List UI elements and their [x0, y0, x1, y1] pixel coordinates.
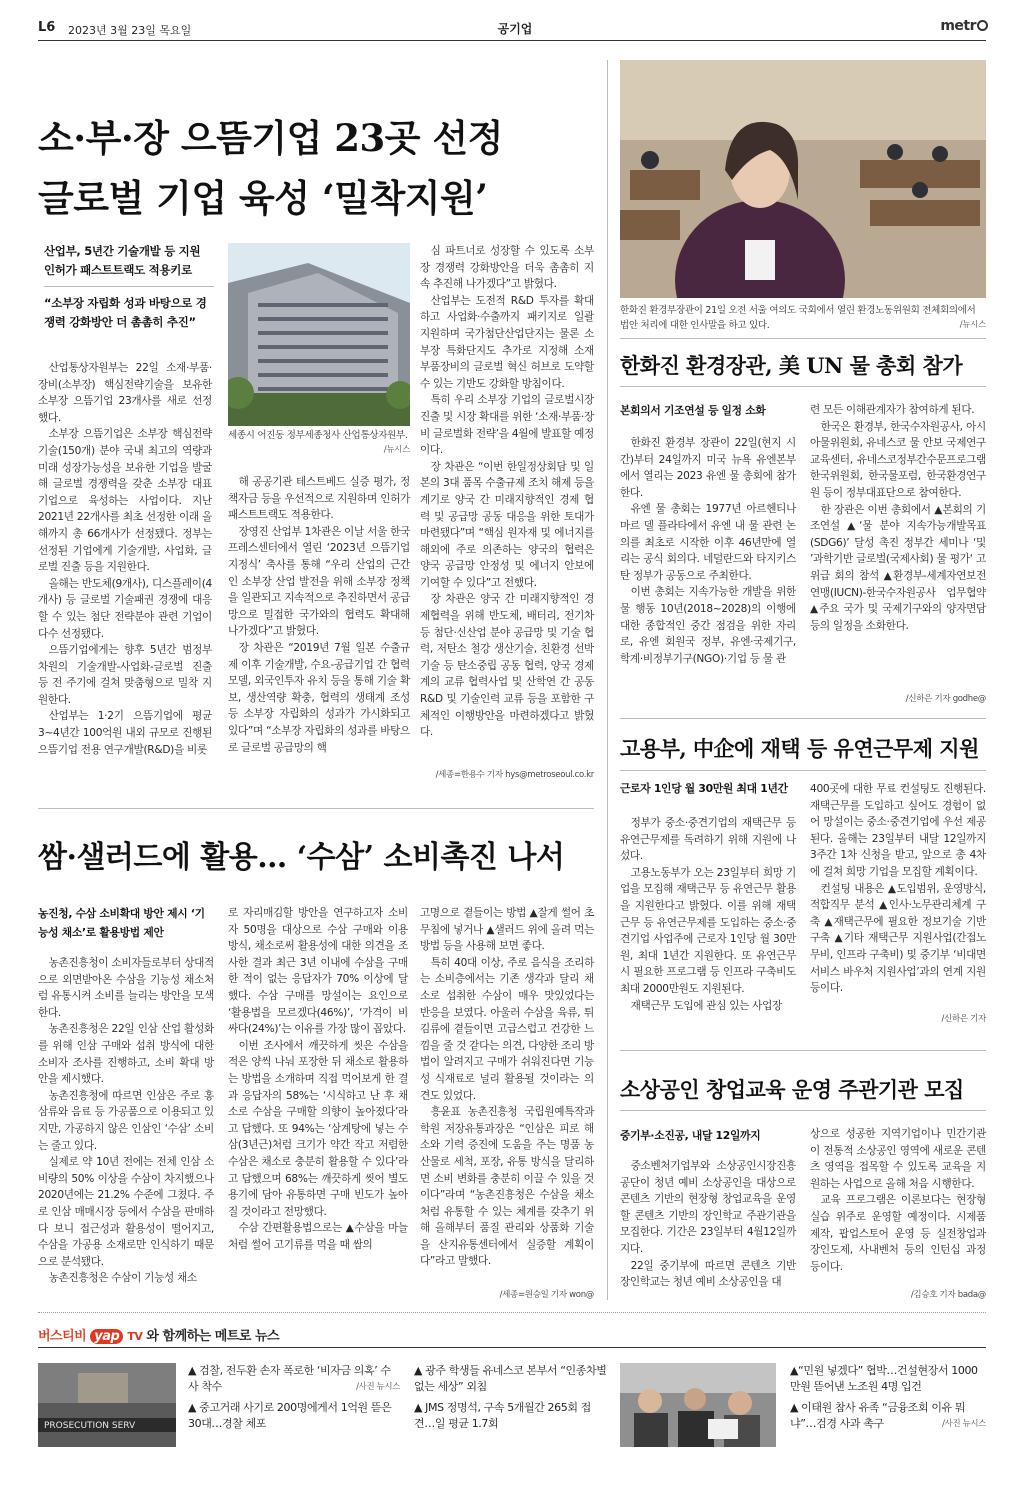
photo-source: /뉴시스: [959, 320, 986, 330]
yaptv-banner-logo[interactable]: 버스티비 yap TV 와 함께하는 메트로 뉴스: [38, 1329, 280, 1344]
news-item-2[interactable]: ▲ 중고거래 사기로 200명에게서 1억원 뜯은 30대…경찰 체포: [188, 1401, 392, 1430]
article3-title: 쌈·샐러드에 활용… ‘수삼’ 소비촉진 나서: [38, 840, 565, 875]
article1-column2: 해 공공기관 테스트베드 실증 평가, 정책자금 등을 우선적으로 지원하며 인허가 패스트트랙도 적용한다. 장영진 산업부 1차관은 이날 서울 한국프레스센터에서 열린 ‘2023년 으뜸기업 지정식’ 축사를 통해 “우리 산업의 근간인 소부장 산업 발전을 위해 소부장 정책을 일관되고 지속적으로 추진하면서 공급망으로 밀접한 국가와의 협력도 확대해 나가겠다”고 밝혔다. 장 차관은 “2019년 7월 일본 수출규제 이후 기술개발, 수요-공급기업 간 협력모델, 외국인투자 유치 등을 통해 기술 확보, 생산역량 확충, 협력의 생태계 조성 등 소부장 자립화의 성과가 가시화되고 있다”며 “소부장 자립화의 성과를 바탕으로 글로벌 공급망의 핵: [228, 476, 410, 754]
article1-column3: 심 파트너로 성장할 수 있도록 소부장 경쟁력 강화방안을 더욱 촘촘히 지속 추진해 나가겠다”고 밝혔다. 산업부는 도전적 R&D 투자를 확대하고 사업화·수출까지 패키지로 일괄 지원하며 국가첨단산업단지는 물론 소부장 특화단지도 추가로 지정해 소재 부품장비의 글로벌 혁신 허브로 도약할 수 있는 기반도 강화할 방침이다. 특히 우리 소부장 기업의 글로벌시장 진출 및 시장 확대를 위한 ‘소재·부품·장비 글로벌화 전략’을 4월에 발표할 예정이다. 장 차관은 “이번 한일정상회담 및 일본의 3대 품목 수출규제 조치 해제 등을 계기로 양국 간 미래지향적인 경제 협력 및 공급망 공동 대응을 위한 토대가 마련됐다”며 “핵심 원자재 및 에너지를 해외에 주로 의존하는 양국의 협력은 양국 공급망 안정성 및 에너지 안보에 기여할 수 있다”고 전했다. 장 차관은 양국 간 미래지향적인 경제협력을 위해 반도체, 배터리, 전기차 등 첨단·신산업 분야 공급망 및 기술 협력, 저탄소 철강 생산기술, 친환경 선박기술 등 탄소중립 공동 협력, 양국 경제계의 교류 협력사업 및 산학연 간 공동 R&D 및 기술인력 교류 등을 포함한 구체적인 이행방안을 마련하겠다고 밝혔다.: [420, 245, 594, 739]
divider: [620, 718, 986, 719]
column-divider: [607, 60, 608, 1300]
photo-source: /사진 뉴시스: [356, 1382, 400, 1392]
article2-subhead: 본회의서 기조연설 등 일정 소화: [620, 404, 766, 417]
article3-byline: /세종=원승일 기자 won@: [499, 1290, 594, 1300]
issue-date: 2023년 3월 23일 목요일: [68, 24, 192, 37]
divider: [620, 770, 986, 771]
article2-column1: 한화진 환경부 장관이 22일(현지 시간)부터 24일까지 미국 뉴욕 유엔본부에서 열리는 2023 유엔 물 총회에 참가한다. 유엔 물 총회는 1977년 아르헨티나 마르 델 플라타에서 유엔 내 물 관련 논의를 최초로 시작한 이후 46년만에 열리는 공식 회의다. 네덜란드와 타지키스탄 정부가 공동으로 주최한다. 이번 총회는 지속가능한 개발을 위한 물 행동 10년(2018~2028)의 이행에 대한 종합적인 중간 점검을 위한 자리로, 유엔 회원국 정부, 유엔·국제기구, 학계·비정부기구(NGO)·기업 등 물 관: [620, 437, 796, 665]
minister-photo: [620, 60, 986, 298]
section-name: 공기업: [497, 22, 533, 36]
article5-byline: /김승호 기자 bada@: [910, 1290, 986, 1300]
article1-subhead2: “소부장 자립화 성과 바탕으로 경쟁력 강화방안 더 촘촘히 추진”: [44, 296, 207, 329]
article2-column2: 련 모든 이해관계자가 참여하게 된다. 한국은 환경부, 한국수자원공사, 아시아물위원회, 유네스코 물 안보 국제연구교육센터, 유네스코정부간수문프로그램 한국위원회, 한국물포럼, 한국환경연구원 등이 정부대표단으로 참여한다. 한 장관은 이번 총회에서 ▲본회의 기조연설 ▲‘물 분야 지속가능개발목표(SDG6)’ 달성 촉진 정부간 세미나 ‘및 ’과학기반 글로벌(국제사회) 물 평가‘ 고위급 회의 참석 ▲환경부-세계자연보전연맹(IUCN)-한국수자원공사 업무협약 ▲주요 국가 및 국제기구와의 양자면담 등의 일정을 소화한다.: [810, 404, 986, 632]
divider: [620, 338, 986, 339]
article5-subhead: 중기부·소진공, 내달 12일까지: [620, 1129, 761, 1142]
news-item-5[interactable]: ▲“민원 넣겠다” 협박…건설현장서 1000만원 뜯어낸 노조원 4명 입건: [790, 1364, 978, 1393]
news-item-1[interactable]: ▲ 검찰, 전두환 손자 폭로한 ‘비자금 의혹’ 수사 착수 /사진 뉴시스: [188, 1364, 400, 1393]
photo-source: /사진 뉴시스: [942, 1419, 986, 1429]
subhead-divider: [44, 286, 214, 287]
article2-title: 한화진 환경장관, 美 UN 물 총회 참가: [620, 353, 963, 378]
article5-column1: 중소벤처기업부와 소상공인시장진흥공단이 청년 예비 소상공인을 대상으로 콘텐츠 기반의 현장형 창업교육을 운영할 콘텐츠 기반의 장인학교 주관기관을 모집한다. 기간은 23일부터 4월12일까지다. 22일 중기부에 따르면 콘텐츠 기반 장인학교는 청년 예비 소상공인을 대: [620, 1160, 796, 1289]
article3-column1: 농촌진흥청이 소비자들로부터 상대적으로 외면받아온 수삼을 기능성 채소처럼 유통시켜 소비를 늘리는 방안을 모색한다. 농촌진흥청은 22일 인삼 산업 활성화를 위해 인삼 구매와 섭취 방식에 대한 소비자 조사를 진행하고, 소비 확대 방안을 제시했다. 농촌진흥청에 따르면 인삼은 주로 홍삼류와 음료 등 가공품으로 이용되고 있지만, 가공하지 않은 인삼인 ‘수삼’ 소비는 줄고 있다. 실제로 약 10년 전에는 전체 인삼 소비량의 50% 이상을 수삼이 차지했으나 2020년에는 21.2% 수준에 그쳤다. 주로 인삼 매매시장 등에서 수삼을 판매하다 보니 접근성과 활용성이 떨어지고, 수삼을 가공용 소재로만 인식하기 때문으로 분석됐다. 농촌진흥청은 수삼이 기능성 채소: [38, 957, 214, 1285]
article1-subhead1: 산업부, 5년간 기술개발 등 지원 인허가 패스트트랙도 적용키로: [44, 244, 201, 277]
article5-column2: 상으로 성공한 지역기업이나 민간기관이 전통적 소상공인 영역에 새로운 콘텐츠 영역을 접목할 수 있도록 교육을 지원하는 사업으로 올해 처음 시행한다. 교육 프로그램은 이론보다는 현장형 실습 위주로 운영할 예정이다. 시제품 제작, 팝업스토어 운영 등 실전창업과 장인도제, 사내벤처 등의 인턴십 과정 등이다.: [810, 1128, 986, 1273]
article2-byline: /신하은 기자 godhe@: [905, 694, 986, 704]
article4-column2: 400곳에 대한 무료 컨설팅도 진행된다. 재택근무를 도입하고 싶어도 경험이 없어 망설이는 중소·중견기업에 우선 제공된다. 올해는 23일부터 내달 12일까지 3주간 1차 신청을 받고, 앞으로 총 4차에 걸쳐 희망 기업을 모집할 계획이다. 컨설팅 내용은 ▲도입범위, 운영방식, 적합직무 분석 ▲인사·노무관리체계 구축 ▲재택근무에 필요한 정보기술 기반 구축 ▲기타 재택근무 지원사업(간접노무비, 인프라 구축비) 및 중기부 ‘비대면 서비스 바우처 지원사업’과의 연계 지원 등이다.: [810, 783, 986, 995]
article1-byline: /세종=한용수 기자 hys@metroseoul.co.kr: [435, 770, 594, 780]
news-item-3[interactable]: ▲ 광주 학생들 유네스코 본부서 “인종차별 없는 세상” 외침: [414, 1364, 607, 1393]
banner-rule: [38, 1347, 986, 1348]
article4-byline: /신하은 기자: [941, 1014, 986, 1024]
article1-column1: 산업통상자원부는 22일 소재·부품·장비(소부장) 핵심전략기술을 보유한 소부장 으뜸기업 23개사를 새로 선정했다. 소부장 으뜸기업은 소부장 핵심전략기술(150개) 분야 국내 최고의 역량과 미래 성장가능성을 보유한 기업을 발굴해 글로벌 경쟁력을 갖춘 소부장 대표기업으로 육성하는 사업이다. 지난 2021년 22개사를 최초 선정한 이래 올해까지 총 66개사가 선정됐다. 정부는 선정된 기업에게 기술개발, 사업화, 글로벌 진출 등을 지원한다. 올해는 반도체(9개사), 디스플레이(4개사) 등 글로벌 기술패권 경쟁에 대응할 수 있는 첨단 전략분야 관련 기업이 다수 선정됐다. 으뜸기업에게는 향후 5년간 범정부 차원의 기술개발-사업화-글로벌 진출 등 전 주기에 걸쳐 맞춤형으로 밀착 지원한다. 산업부는 1·2기 으뜸기업에 평균 3~4년간 100억원 내외 규모로 진행된 으뜸기업 전용 연구개발(R&D)을 비롯: [38, 362, 212, 756]
article4-subhead: 근로자 1인당 월 30만원 최대 1년간: [620, 782, 788, 795]
article4-column1: 정부가 중소·중견기업의 재택근무 등 유연근무제를 독려하기 위해 지원에 나섰다. 고용노동부가 오는 23일부터 희망 기업을 모집해 재택근무 등 유연근무 활용을 지원한다고 밝혔다. 이를 위해 재택근무 등 유연근무제를 도입하는 중소·중견기업 사업주에 근로자 1인당 월 30만원, 최대 1년간 지원한다. 또 유연근무 시 필요한 프로그램 등 인프라 구축비도 최대 2000만원도 지원된다. 재택근무 도입에 관심 있는 사업장: [620, 817, 796, 1012]
article5-title: 소상공인 창업교육 운영 주관기관 모집: [620, 1077, 964, 1102]
news-item-4[interactable]: ▲ JMS 정명석, 구속 5개월간 265회 접견…일 평균 1.7회: [414, 1401, 591, 1430]
article4-title: 고용부, 中企에 재택 등 유연근무제 지원: [620, 736, 979, 761]
article1-title-line1: 소·부·장 으뜸기업 23곳 선정: [38, 116, 503, 160]
article3-column2: 로 자리매김할 방안을 연구하고자 소비자 50명을 대상으로 수삼 구매와 이용 방식, 채소로써 활용성에 대한 의견을 조사한 결과 최근 3년 이내에 수삼을 구매한 적이 없는 응답자가 70% 이상에 달했다. 수삼 구매를 망설이는 요인으로 ‘활용법을 모르겠다(46%)’, ‘가격이 비싸다(24%)’는 이유를 가장 많이 꼽았다. 이번 조사에서 깨끗하게 씻은 수삼을 적은 양씩 나눠 포장한 뒤 채소로 활용하는 방법을 소개하며 직접 먹어보게 한 결과 응답자의 58%는 ‘시식하고 난 후 채소로 수삼을 구매할 의향이 높아졌다’라고 답했다. 또 94%는 ‘삼계탕에 넣는 수삼(3년근)처럼 크기가 약간 작고 저렴한 수삼은 채소로 충분히 활용할 수 있다’라고 답했으며 68%는 깨끗하게 씻어 별도 용기에 담아 유통하면 구매 빈도가 높아질 것이라고 전망했다. 수삼 간편활용법으로는 ▲수삼을 마늘처럼 썰어 고기류를 먹을 때 쌈의: [228, 907, 408, 1251]
brand-logo[interactable]: metr: [940, 18, 988, 34]
header-rule: [38, 40, 986, 41]
article2-photo-caption: 한화진 환경부장관이 21일 오전 서울 여의도 국회에서 열린 환경노동위원회 전체회의에서 법안 처리에 대한 인사말을 하고 있다. /뉴시스: [620, 305, 986, 331]
photo-source: /뉴시스: [383, 445, 410, 455]
article3-subhead: 농진청, 수삼 소비확대 방안 제시 ‘기능성 채소’로 활용방법 제안: [38, 907, 205, 939]
article3-column3: 고명으로 곁들이는 방법 ▲잘게 썰어 초무침에 넣거나 ▲샐러드 위에 올려 먹는 방법 등을 사용해 보면 좋다. 특히 40대 이상, 주로 음식을 조리하는 소비층에서는 기존 생각과 달리 채소로 섭취한 수삼이 매우 맛있었다는 반응을 보였다. 아울러 수삼을 육류, 튀김류에 곁들이면 고급스럽고 건강한 느낌을 줄 것 같다는 의견, 다양한 조리 방법이 알려지고 구매가 쉬워진다면 기능성 식재료로 널리 활용될 것이라는 의견도 있었다. 흥윤표 농촌진흥청 국립원예특작과학원 저장유통과장은 “인삼은 피로 해소와 기력 증진에 도움을 주는 명품 농산물로 세척, 포장, 유통 방식을 달리하면 소비 변화를 충분히 이끌 수 있을 것이다”라며 “농촌진흥청은 수삼을 채소처럼 유통할 수 있는 체계를 갖추기 위해 올해부터 품질 관리와 상품화 기술을 산지유통센터에서 실증할 계획이다”라고 말했다.: [420, 907, 594, 1268]
prosecution-photo: [38, 1363, 176, 1447]
banner-top-rule: [38, 1312, 986, 1313]
news-item-6[interactable]: ▲ 이태원 참사 유족 “금융조회 이유 뭐냐”…검경 사과 촉구 /사진 뉴시스: [790, 1401, 986, 1430]
divider: [38, 808, 594, 809]
divider: [620, 1050, 986, 1051]
article1-photo-caption: 세종시 어진동 정부세종청사 산업통상자원부. /뉴시스: [228, 428, 410, 458]
ministry-building-photo: [228, 243, 410, 426]
page-number: L6: [38, 20, 56, 35]
article1-title-line2: 글로벌 기업 육성 ‘밀착지원’: [38, 176, 488, 220]
protest-photo: [620, 1363, 776, 1447]
divider: [620, 386, 986, 387]
divider: [620, 1110, 986, 1111]
brand-logo-o-icon: [977, 20, 988, 31]
photo-sign-text: PROSECUTION SERV: [44, 1421, 136, 1431]
